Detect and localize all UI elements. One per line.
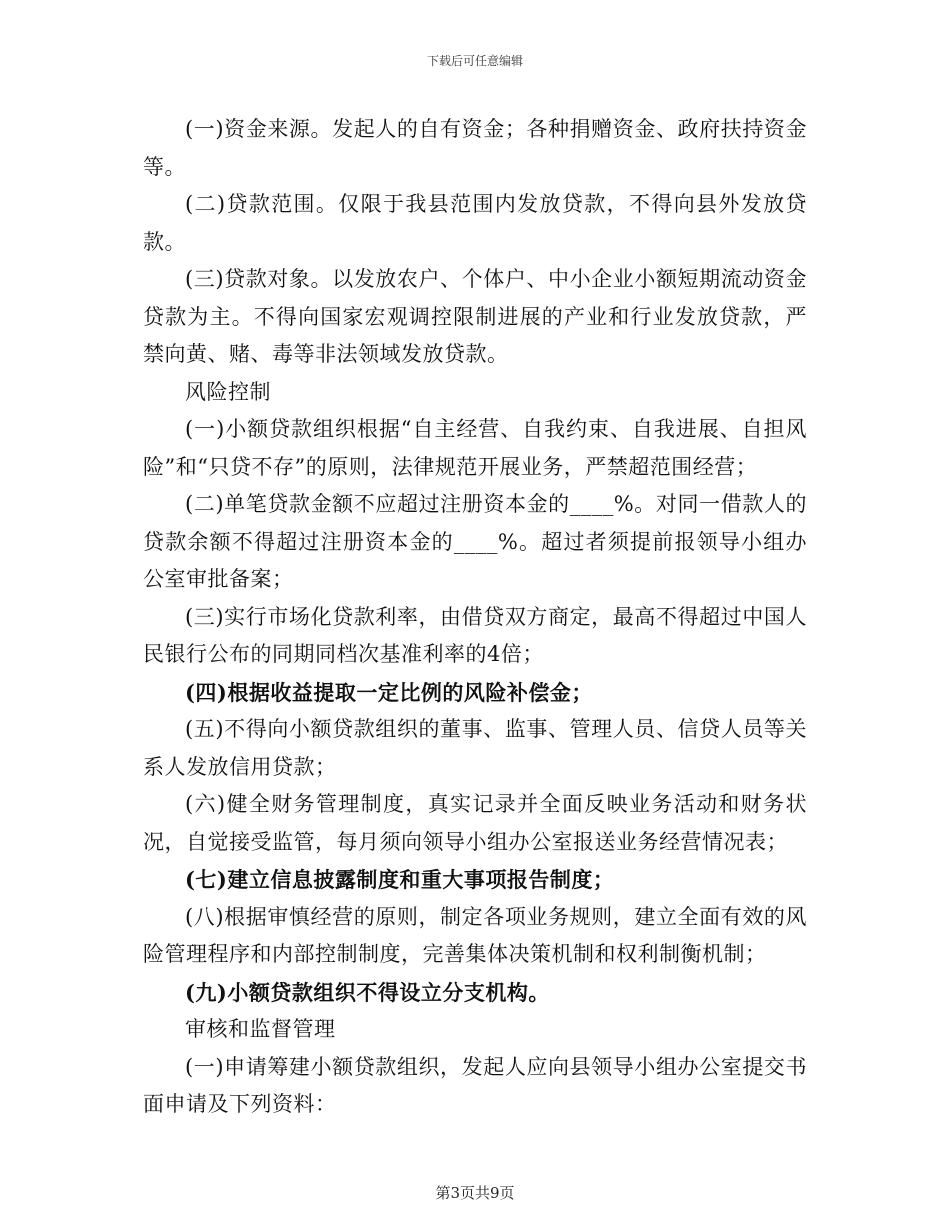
page-number: 第3页共9页 bbox=[435, 1184, 515, 1202]
section-heading-review-supervision: 审核和监督管理 bbox=[185, 1017, 336, 1041]
paragraph-risk-5: (五)不得向小额贷款组织的董事、监事、管理人员、信贷人员等关系人发放信用贷款； bbox=[143, 717, 807, 779]
paragraph-risk-2: (二)单笔贷款金额不应超过注册资本金的____%。对同一借款人的贷款余额不得超过注册资本金的____%。超过者须提前报领导小组办公室审批备案； bbox=[143, 492, 807, 591]
document-body bbox=[143, 111, 807, 1124]
section-heading-risk-control: 风险控制 bbox=[185, 379, 271, 404]
paragraph-funding-source: (一)资金来源。发起人的自有资金；各种捐赠资金、政府扶持资金等。 bbox=[143, 117, 807, 179]
paragraph-risk-6: (六)健全财务管理制度，真实记录并全面反映业务活动和财务状况，自觉接受监管，每月须向领导小组办公室报送业务经营情况表； bbox=[143, 792, 807, 854]
page-header: 下载后可任意编辑 bbox=[426, 54, 523, 68]
paragraph-risk-7: (七)建立信息披露制度和重大事项报告制度； bbox=[185, 867, 615, 892]
paragraph-risk-3: (三)实行市场化贷款利率，由借贷双方商定，最高不得超过中国人民银行公布的同期同档次基准利率的4倍； bbox=[143, 604, 807, 666]
paragraph-loan-target: (三)贷款对象。以发放农户、个体户、中小企业小额短期流动资金贷款为主。不得向国家宏观调控限制进展的产业和行业发放贷款，严禁向黄、赌、毒等非法领域发放贷款。 bbox=[143, 267, 807, 366]
paragraph-loan-scope: (二)贷款范围。仅限于我县范围内发放贷款，不得向县外发放贷款。 bbox=[143, 192, 807, 254]
paragraph-risk-4: (四)根据收益提取一定比例的风险补偿金； bbox=[185, 679, 593, 705]
paragraph-risk-1: (一)小额贷款组织根据“自主经营、自我约束、自我进展、自担风险”和“只贷不存”的原则，法律规范开展业务，严禁超范围经营； bbox=[143, 417, 807, 479]
paragraph-risk-9: (九)小额贷款组织不得设立分支机构。 bbox=[185, 979, 550, 1005]
paragraph-review-1: (一)申请筹建小额贷款组织，发起人应向县领导小组办公室提交书面申请及下列资料： bbox=[143, 1054, 807, 1116]
paragraph-risk-8: (八)根据审慎经营的原则，制定各项业务规则，建立全面有效的风险管理程序和内部控制制度，完善集体决策机制和权利制衡机制； bbox=[143, 904, 807, 966]
